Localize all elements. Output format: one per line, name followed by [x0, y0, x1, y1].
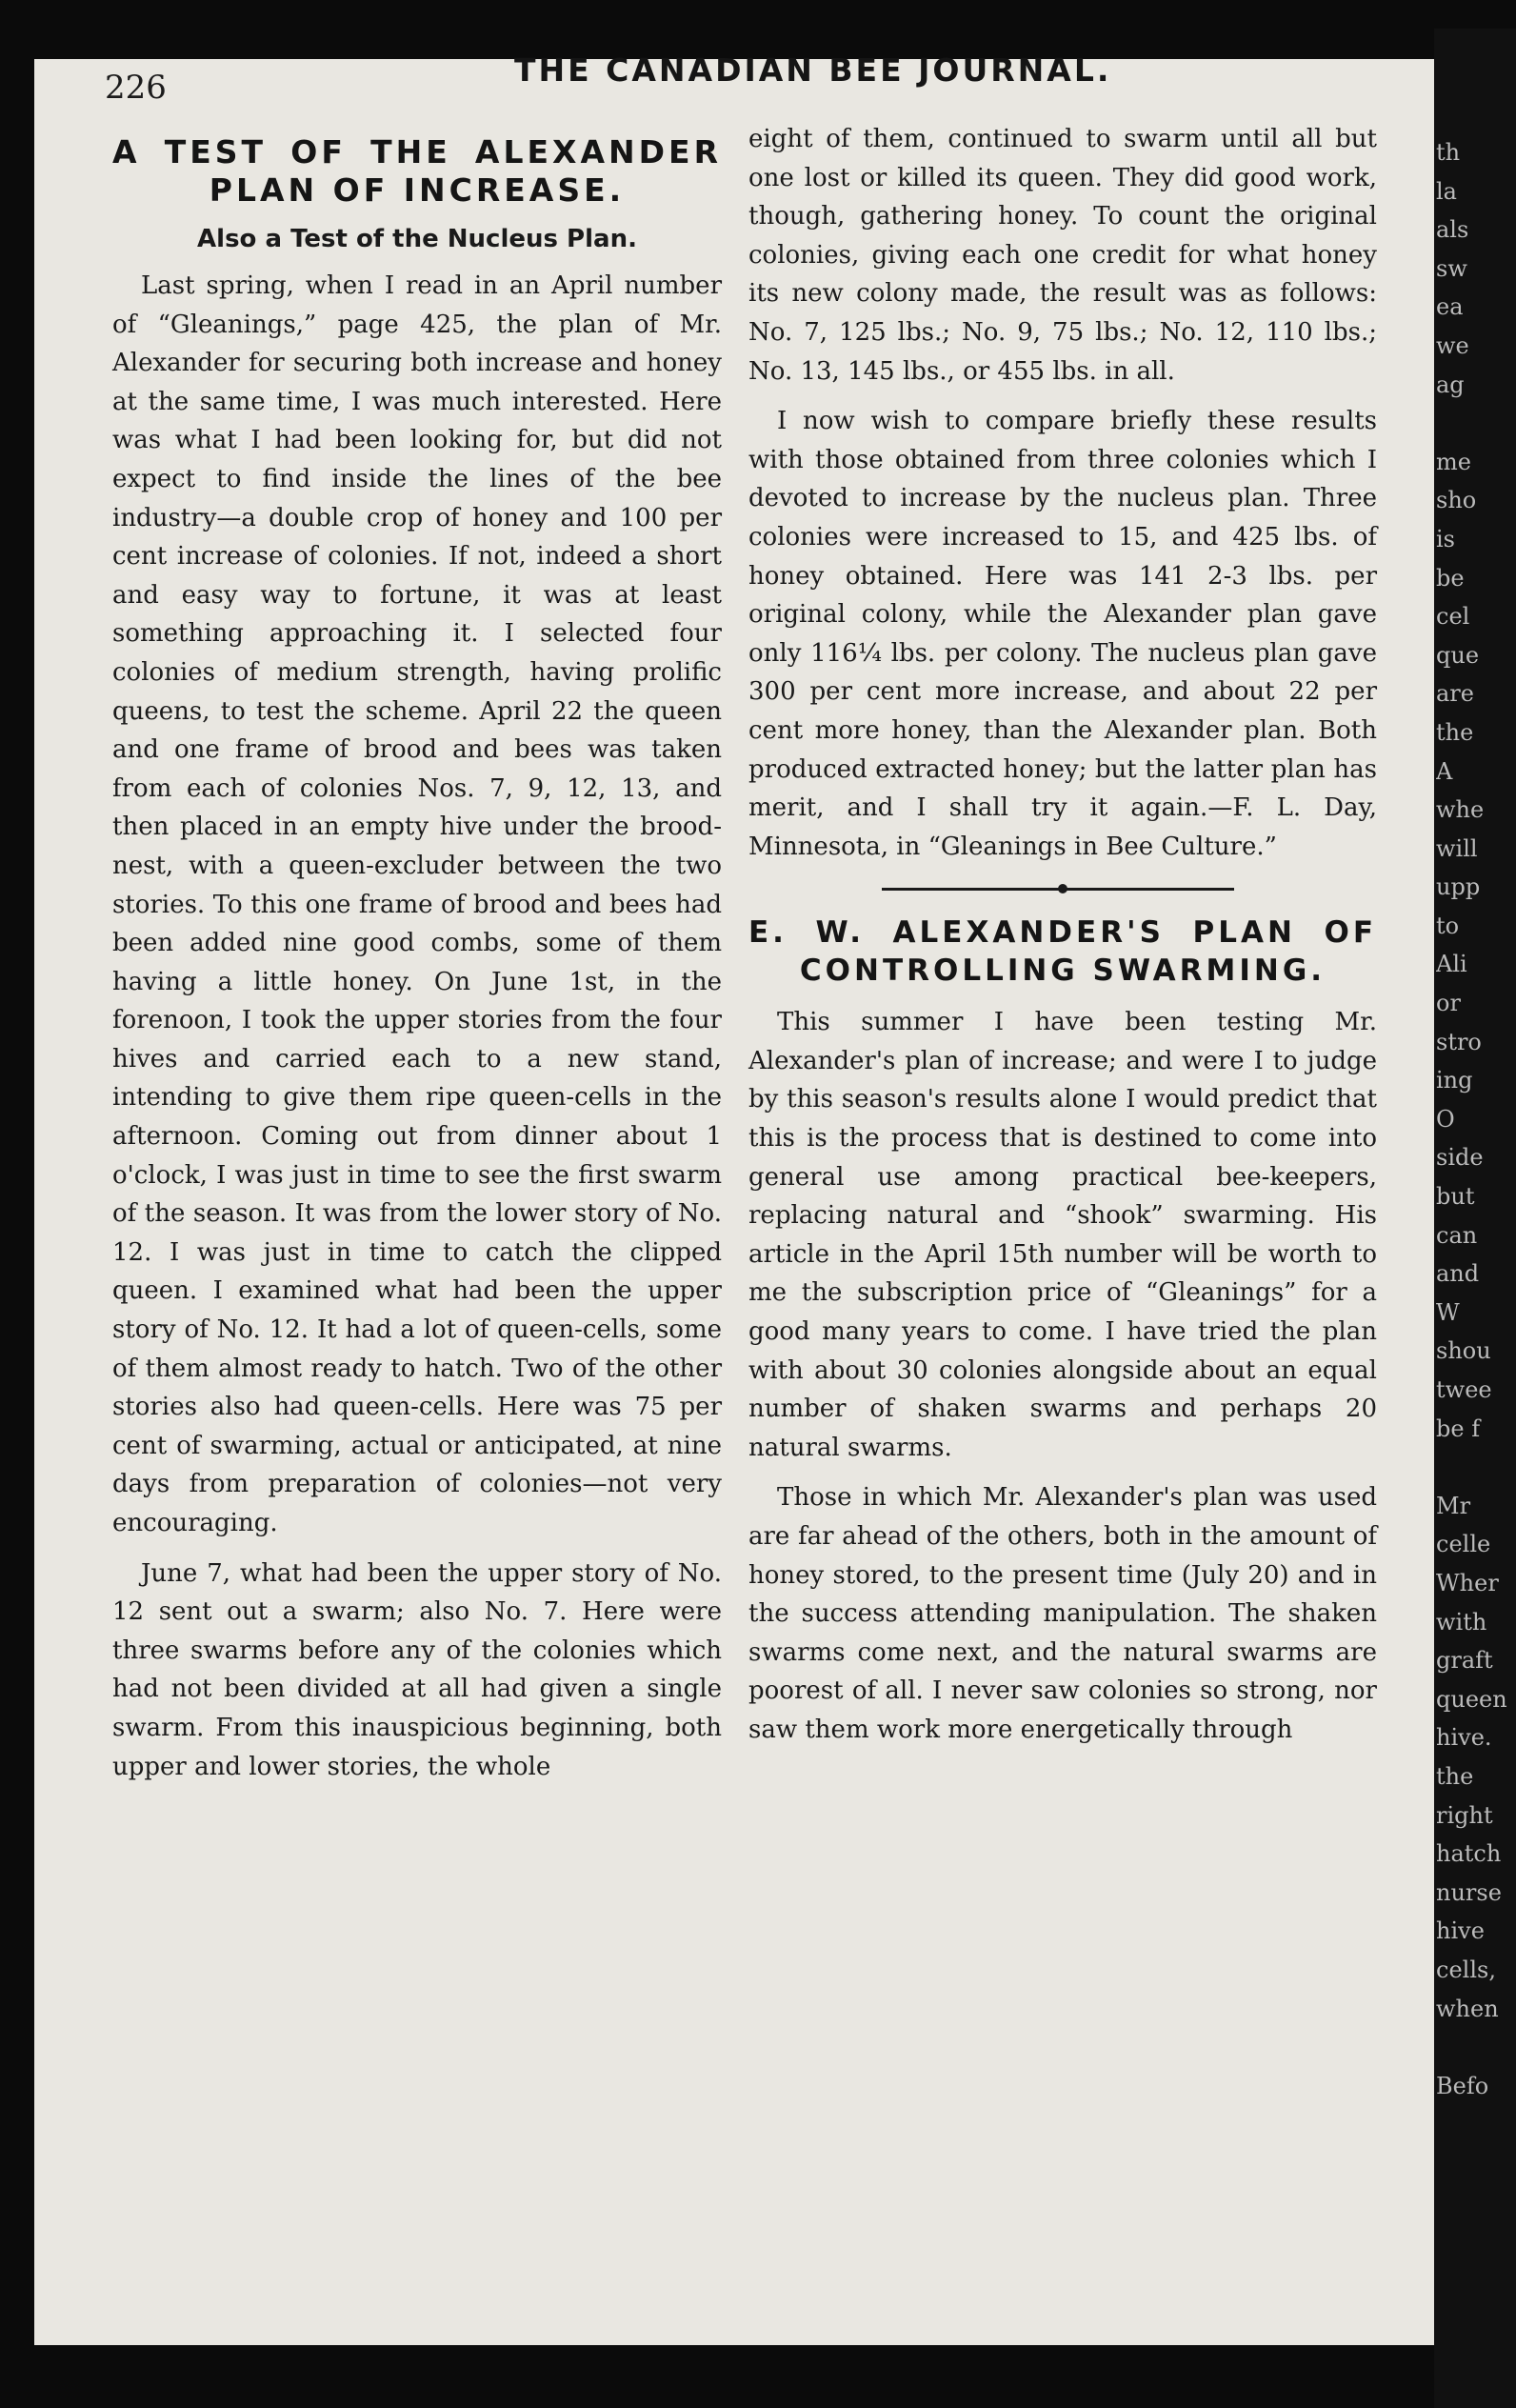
- edge-text-fragment: queen: [1436, 1685, 1507, 1713]
- edge-text-fragment: sw: [1436, 254, 1467, 282]
- article1-title-line1: A TEST OF THE ALEXANDER: [112, 133, 722, 171]
- divider-dot: [1058, 884, 1067, 893]
- article2-title-line1: E. W. ALEXANDER'S PLAN OF: [748, 915, 1377, 951]
- edge-text-fragment: but: [1436, 1183, 1475, 1211]
- left-column: [112, 133, 722, 1786]
- right-column: [748, 120, 1377, 1750]
- edge-text-fragment: O: [1436, 1105, 1455, 1133]
- article1-subtitle: Also a Test of the Nucleus Plan.: [197, 225, 637, 253]
- edge-text-fragment: Befo: [1436, 2072, 1489, 2099]
- edge-text-fragment: shou: [1436, 1337, 1491, 1365]
- edge-text-fragment: and: [1436, 1260, 1480, 1288]
- edge-text-fragment: hive: [1436, 1917, 1485, 1945]
- edge-text-fragment: W: [1436, 1298, 1460, 1326]
- edge-text-fragment: graft: [1436, 1647, 1493, 1675]
- article1-continued-paragraph: I now wish to compare briefly these results with those obtained from three colonies which I devoted to increase by the nucleus plan. Three colonies were increased to 15, and 425 lbs. of honey obtained. Here was 141 2-3 lbs. per original colony, while the Alexander plan gave only 116¼ lbs. per colony. The nucleus plan gave 300 per cent more increase, and about 22 per cent more honey, than the Alexander plan. Both produced extracted honey; but the latter plan has merit, and I shall try it again.—F. L. Day, Minnesota, in “Gleanings in Bee Culture.”: [748, 407, 1377, 861]
- edge-text-fragment: Mr: [1436, 1492, 1471, 1519]
- edge-text-fragment: is: [1436, 525, 1455, 552]
- edge-text-fragment: we: [1436, 331, 1469, 359]
- journal-title: THE CANADIAN BEE JOURNAL.: [514, 51, 1112, 89]
- edge-text-fragment: me: [1436, 448, 1471, 475]
- edge-text-fragment: be: [1436, 564, 1465, 592]
- edge-text-fragment: hatch: [1436, 1840, 1502, 1868]
- edge-text-fragment: cel: [1436, 603, 1470, 631]
- edge-text-fragment: are: [1436, 680, 1474, 708]
- edge-text-fragment: twee: [1436, 1376, 1492, 1403]
- edge-text-fragment: [1436, 1448, 1516, 1487]
- edge-text-fragment: celle: [1436, 1531, 1491, 1558]
- article1-paragraph: June 7, what had been the upper story of No. 12 sent out a swarm; also No. 7. Here were three swarms before any of the colonies which had not been divided at all had given a single swarm. From this inauspicious beginning, both upper and lower stories, the whole: [112, 1558, 722, 1781]
- edge-text-fragment: sho: [1436, 487, 1477, 514]
- next-page-fragment: [1436, 133, 1516, 2105]
- edge-text-fragment: the: [1436, 718, 1474, 746]
- edge-text-fragment: to: [1436, 912, 1460, 939]
- article2-paragraph: Those in which Mr. Alexander's plan was used are far ahead of the others, both in the amount of honey stored, to the present time (July 20) and in the success attending manipulation. The shaken swarms come next, and the natural swarms are poorest of all. I never saw colonies so strong, nor saw them work more energetically through: [748, 1483, 1377, 1744]
- edge-text-fragment: als: [1436, 216, 1469, 244]
- edge-text-fragment: ag: [1436, 371, 1465, 398]
- edge-text-fragment: la: [1436, 177, 1457, 205]
- article2-paragraph: This summer I have been testing Mr. Alexander's plan of increase; and were I to judge by this season's results alone I would predict that this is the process that is destined to come into general use among practical bee-keepers, replacing natural and “shook” swarming. His article in the April 15th number will be worth to me the subscription price of “Gleanings” for a good many years to come. I have tried the plan with about 30 colonies alongside about an equal number of shaken swarms and perhaps 20 natural swarms.: [748, 1008, 1377, 1462]
- article1-continued-paragraph: eight of them, continued to swarm until all but one lost or killed its queen. They did good work, though, gathering honey. To count the original colonies, giving each one credit for what honey its new colony made, the result was as follows: No. 7, 125 lbs.; No. 9, 75 lbs.; No. 12, 110 lbs.; No. 13, 145 lbs., or 455 lbs. in all.: [748, 125, 1377, 386]
- edge-text-fragment: nurse: [1436, 1878, 1502, 1906]
- edge-text-fragment: A: [1436, 757, 1453, 785]
- edge-text-fragment: que: [1436, 641, 1480, 669]
- edge-text-fragment: [1436, 2028, 1516, 2067]
- edge-text-fragment: hive.: [1436, 1724, 1492, 1752]
- edge-text-fragment: when: [1436, 1995, 1499, 2022]
- edge-text-fragment: Wher: [1436, 1569, 1499, 1596]
- article1-title-line2: PLAN OF INCREASE.: [209, 171, 626, 209]
- edge-text-fragment: can: [1436, 1221, 1478, 1249]
- edge-text-fragment: the: [1436, 1762, 1474, 1790]
- section-divider: [748, 883, 1377, 894]
- edge-text-fragment: ing: [1436, 1067, 1473, 1094]
- edge-text-fragment: side: [1436, 1144, 1484, 1172]
- edge-text-fragment: stro: [1436, 1028, 1482, 1055]
- edge-text-fragment: [1436, 404, 1516, 443]
- edge-text-fragment: or: [1436, 990, 1461, 1017]
- edge-text-fragment: whe: [1436, 796, 1485, 824]
- edge-text-fragment: with: [1436, 1608, 1487, 1635]
- edge-text-fragment: upp: [1436, 873, 1481, 901]
- article1-paragraph: Last spring, when I read in an April number of “Gleanings,” page 425, the plan of Mr. Alexander for securing both increase and honey at the same time, I was much interested. Here was what I had been looking for, but did not expect to find inside the lines of the bee industry—a double crop of honey and 100 per cent increase of colonies. If not, indeed a short and easy way to fortune, it was at least something approaching it. I selected four colonies of medium strength, having prolific queens, to test the scheme. April 22 the queen and one frame of brood and bees was taken from each of colonies Nos. 7, 9, 12, 13, and then placed in an empty hive under the brood-nest, with a queen-excluder between the two stories. To this one frame of brood and bees had been added nine good combs, some of them having a little honey. On June 1st, in the forenoon, I took the upper stories from the four hives and carried each to a new stand, intending to give them ripe queen-cells in the afternoon. Coming out from dinner about 1 o'clock, I was just in time to see the first swarm of the season. It was from the lower story of No. 12. I was just in time to catch the clipped queen. I examined what had been the upper story of No. 12. It had a lot of queen-cells, some of them almost ready to hatch. Two of the other stories also had queen-cells. Here was 75 per cent of swarming, actual or anticipated, at nine days from preparation of colonies—not very encouraging.: [112, 271, 722, 1537]
- edge-text-fragment: Ali: [1436, 951, 1467, 978]
- edge-text-fragment: be f: [1436, 1415, 1481, 1442]
- page-number: 226: [105, 69, 167, 107]
- article2-title-line2: CONTROLLING SWARMING.: [799, 953, 1326, 989]
- edge-text-fragment: right: [1436, 1801, 1493, 1829]
- edge-text-fragment: ea: [1436, 293, 1464, 321]
- edge-text-fragment: th: [1436, 139, 1461, 166]
- edge-text-fragment: cells,: [1436, 1956, 1496, 1983]
- edge-text-fragment: will: [1436, 834, 1478, 862]
